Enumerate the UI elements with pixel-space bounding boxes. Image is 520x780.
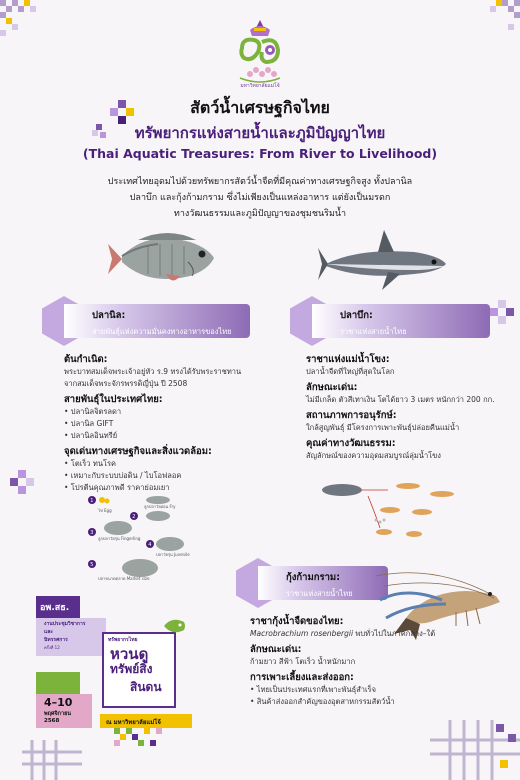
tilapia-strain-item: • ปลานิลอินทรีย์ [64,431,118,440]
tilapia-subtitle: สายพันธุ์แห่งความมั่นคงทางอาหารของไทย [92,327,232,336]
tilapia-origin-line: จากสมเด็จพระจักรพรรดิญี่ปุ่น ปี 2508 [64,379,188,388]
tilapia-origin-heading: ต้นกำเนิด: [64,354,108,365]
poster-sub: ทรัพยากรไทย [108,637,138,643]
catfish-heading: คุณค่าทางวัฒนธรรม: [306,438,396,449]
page-title: สัตว์น้ำเศรษฐกิจไทย [190,98,330,117]
prawn-section-header [236,562,388,604]
tilapia-strain-item: • ปลานิลจิตรลดา [64,407,122,416]
pixel-ornament-left [8,470,36,498]
tilapia-fish-image [108,226,228,292]
lifecycle-label: ลูกปลาวัยอ่อน Fry [144,504,176,509]
poster-date: 4–10 [44,696,73,709]
catfish-heading: ราชาแห่งแม่น้ำโขง: [306,354,390,365]
prawn-subtitle: ราชาแห่งสายน้ำไทย [286,589,353,598]
svg-text:4: 4 [148,542,152,548]
intro-line: ประเทศไทยอุดมไปด้วยทรัพยากรสัตว์น้ำจืดที่มีคุณค่าทางเศรษฐกิจสูง ทั้งปลานิล [107,177,413,187]
tilapia-origin-line: พระบาทสมเด็จพระเจ้าอยู่หัว ร.9 ทรงได้รับพระราชทาน [64,367,242,376]
prawn-heading: การเพาะเลี้ยงและส่งออก: [250,672,354,683]
royal-crest-icon [232,18,288,88]
tilapia-title: ปลานิล: [92,310,126,321]
poster-month: พฤศจิกายน [44,711,72,717]
poster-big-text: สินดน [130,680,162,694]
prawn-text: ก้ามยาว สีฟ้า โตเร็ว น้ำหนักมาก [250,657,356,666]
svg-text:2: 2 [132,514,136,520]
catfish-text: ใกล้สูญพันธุ์ มีโครงการเพาะพันธุ์ปล่อยคืนแม่น้ำ [306,423,460,432]
page-subtitle-thai: ทรัพยากรแห่งสายน้ำและภูมิปัญญาไทย [134,124,386,142]
catfish-subtitle: ราชาแห่งสายน้ำไทย [340,327,407,336]
giant-catfish-image [318,226,450,294]
lifecycle-label: ลูกปลาวัยรุ่น Fingerling [98,536,141,541]
tilapia-highlights-heading: จุดเด่นทางเศรษฐกิจและสิ่งแวดล้อม: [64,446,212,457]
prawn-text [250,628,435,640]
tilapia-lifecycle-diagram [84,492,204,584]
catfish-text: ปลาน้ำจืดที่ใหญ่ที่สุดในโลก [306,367,395,376]
lifecycle-label: ปลาวัยรุ่น Juvenile [156,552,190,557]
event-poster [36,596,206,752]
lifecycle-label: ปลาขนาดตลาด Market size [98,576,150,581]
tilapia-highlight-item: • เหมาะกับระบบบ่อดิน / ไบโอฟลอค [64,471,182,480]
svg-text:5: 5 [90,562,94,568]
tilapia-highlight-item: • โปรตีนคุณภาพดี ราคาย่อมเยา [64,483,170,492]
poster-fish-icon [162,614,188,636]
poster-venue: ณ มหาวิทยาลัยแม่โจ้ [106,719,161,726]
lifecycle-label: ไข่ Egg [98,508,112,513]
tilapia-strain-item: • ปลานิล GIFT [64,419,114,428]
tilapia-highlight-item: • โตเร็ว ทนโรค [64,459,117,468]
prawn-text: • สินค้าส่งออกสำคัญของอุตสาหกรรมสัตว์น้ำ [250,697,395,706]
poster-line: และ [44,629,53,635]
poster-line: งานประชุมวิชาการ [44,621,86,627]
poster-line: นิทรรศการ [44,637,68,643]
tilapia-strains-heading: สายพันธุ์ในประเทศไทย: [64,394,163,405]
svg-text:3: 3 [90,530,94,536]
intro-paragraph [50,174,470,222]
svg-text:1: 1 [90,498,94,504]
lattice-ornament-bottom-right [430,720,520,780]
poster-big-text: ทรัพย์สิ่ง [110,662,153,676]
catfish-breeding-diagram [318,476,458,548]
poster-org: อพ.สธ. [40,603,70,613]
tilapia-section-header [42,300,250,342]
intro-line: ปลาบึก และกุ้งก้ามกราม ซึ่งไม่เพียงเป็นแหล่งอาหาร แต่ยังเป็นมรดก [129,193,391,203]
prawn-text: • ไทยเป็นประเทศแรกที่เพาะพันธุ์สำเร็จ [250,685,376,694]
poster-big-text: หวนดู [110,645,149,663]
page-subtitle-english: (Thai Aquatic Treasures: From River to Livelihood) [82,146,438,161]
prawn-heading: ลักษณะเด่น: [250,644,302,655]
poster-block [36,672,80,694]
prawn-distribution: พบทั่วไปในภาคกลาง–ใต้ [353,629,436,638]
logo-caption: มหาวิทยาลัยแม่โจ้ [240,83,280,89]
catfish-title: ปลาบึก: [340,310,373,321]
weave-ornament-top-right [462,0,520,70]
catfish-heading: ลักษณะเด่น: [306,382,358,393]
catfish-heading: สถานภาพการอนุรักษ์: [306,410,397,421]
intro-line: ทางวัฒนธรรมและภูมิปัญญาของชุมชนริมน้ำ [173,209,347,219]
prawn-title: กุ้งก้ามกราม: [286,572,340,583]
catfish-section-header [290,300,490,342]
catfish-text: ไม่มีเกล็ด ตัวสีเทาเงิน โตได้ยาว 3 เมตร หนักกว่า 200 กก. [306,395,495,404]
catfish-text: สัญลักษณ์ของความอุดมสมบูรณ์ลุ่มน้ำโขง [306,451,441,460]
poster-weave-ornament [114,728,164,752]
poster-line: ครั้งที่ 12 [44,645,60,650]
prawn-scientific-name: Macrobrachium rosenbergii [250,629,354,638]
lattice-ornament-bottom-left [22,740,82,780]
poster-year: 2568 [44,718,60,724]
pixel-ornament-right [488,300,516,328]
prawn-heading: ราชากุ้งน้ำจืดของไทย: [250,616,344,627]
weave-ornament-top-left [0,0,60,70]
